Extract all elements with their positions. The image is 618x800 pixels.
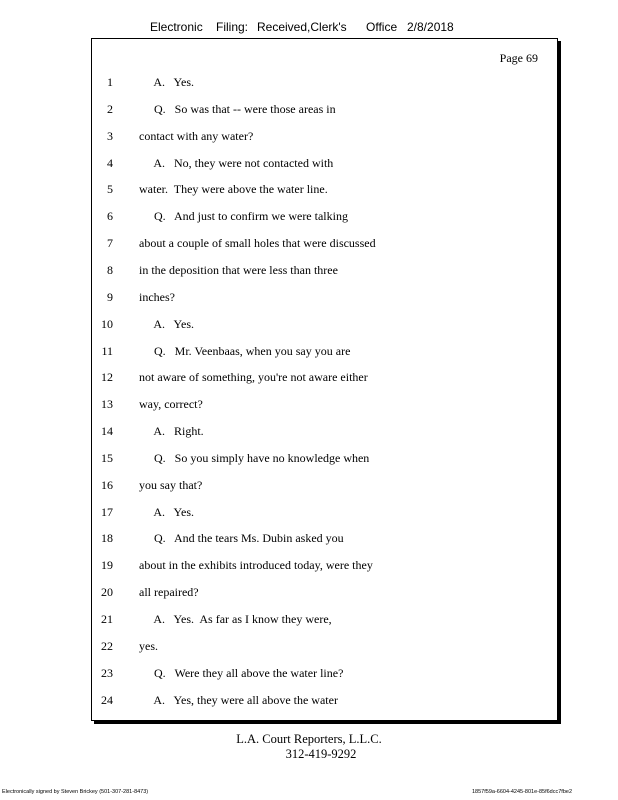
line-text: water. They were above the water line. — [139, 182, 328, 197]
transcript-line — [92, 102, 552, 118]
transcript-line — [92, 209, 552, 225]
line-text: inches? — [139, 289, 175, 304]
line-number: 18 — [101, 531, 113, 546]
line-text: A. No, they were not contacted with — [139, 155, 334, 170]
transcript-line — [92, 531, 552, 547]
line-text: A. Yes. — [139, 504, 195, 519]
transcript-page — [91, 38, 558, 721]
transcript-line — [92, 317, 552, 333]
line-text: about in the exhibits introduced today, were they — [139, 558, 373, 573]
footer-company: L.A. Court Reporters, L.L.C. — [236, 732, 382, 746]
line-text: Q. So you simply have no knowledge when — [139, 450, 370, 465]
transcript-line — [92, 612, 552, 628]
line-number: 5 — [107, 182, 113, 197]
transcript-line — [92, 666, 552, 682]
line-number: 16 — [101, 477, 113, 492]
transcript-line — [92, 129, 552, 145]
line-number: 4 — [107, 155, 113, 170]
signature-left: Electronically signed by Steven Brickey (501-307-281-8473) — [2, 789, 149, 795]
transcript-line — [92, 478, 552, 494]
transcript-line — [92, 263, 552, 279]
line-number: 3 — [107, 128, 113, 143]
line-text: you say that? — [139, 477, 203, 492]
line-number: 24 — [101, 692, 113, 707]
signature-right: 1857f59a-6604-4245-801e-85f6dcc7fbe2 — [472, 789, 572, 795]
header-electronic: Electronic — [150, 20, 203, 34]
line-number: 13 — [101, 397, 113, 412]
line-text: way, correct? — [139, 397, 203, 412]
line-number: 6 — [107, 209, 113, 224]
line-text: A. Yes, they were all above the water — [139, 692, 338, 707]
header-received: Received,Clerk's — [257, 20, 347, 34]
footer-phone: 312-419-9292 — [285, 747, 357, 761]
transcript-line — [92, 558, 552, 574]
line-number: 23 — [101, 665, 113, 680]
line-text: Q. And the tears Ms. Dubin asked you — [139, 531, 344, 546]
line-text: contact with any water? — [139, 128, 254, 143]
line-number: 21 — [101, 612, 113, 626]
line-number: 19 — [101, 558, 113, 573]
line-text: not aware of something, you're not aware either — [139, 370, 368, 385]
line-number: 11 — [101, 343, 113, 358]
transcript-line — [92, 693, 552, 709]
line-number: 22 — [101, 638, 113, 653]
transcript-line — [92, 639, 552, 655]
page-number: Page 69 — [499, 51, 538, 65]
line-number: 12 — [101, 370, 113, 385]
transcript-line — [92, 236, 552, 252]
line-text: A. Yes. — [139, 316, 195, 331]
transcript-line — [92, 290, 552, 306]
transcript-line — [92, 397, 552, 413]
transcript-line — [92, 370, 552, 386]
transcript-line — [92, 182, 552, 198]
header-date: 2/8/2018 — [407, 20, 454, 34]
transcript-line — [92, 585, 552, 601]
line-text: Q. Were they all above the water line? — [139, 665, 344, 680]
line-number: 20 — [101, 585, 113, 600]
line-number: 14 — [101, 424, 113, 439]
header-filing: Filing: — [216, 20, 249, 34]
line-number: 2 — [107, 101, 113, 116]
transcript-line — [92, 75, 552, 91]
line-number: 1 — [107, 75, 113, 89]
header-office: Office — [366, 20, 398, 34]
line-number: 10 — [101, 316, 113, 331]
transcript-line — [92, 344, 552, 360]
line-text: Q. And just to confirm we were talking — [139, 209, 348, 224]
line-text: about a couple of small holes that were discussed — [139, 236, 376, 251]
line-number: 7 — [107, 236, 113, 251]
transcript-line — [92, 505, 552, 521]
line-text: Q. Mr. Veenbaas, when you say you are — [139, 343, 351, 358]
line-number: 8 — [107, 262, 113, 277]
transcript-line — [92, 156, 552, 172]
line-text: A. Right. — [139, 424, 204, 439]
filing-header — [0, 20, 618, 36]
line-number: 17 — [101, 504, 113, 519]
line-text: all repaired? — [139, 585, 199, 600]
transcript-line — [92, 424, 552, 440]
line-text: A. Yes. — [139, 75, 195, 89]
line-text: in the deposition that were less than three — [139, 262, 338, 277]
line-number: 9 — [107, 289, 113, 304]
line-text: yes. — [139, 638, 158, 653]
line-number: 15 — [101, 450, 113, 465]
transcript-line — [92, 451, 552, 467]
line-text: A. Yes. As far as I know they were, — [139, 612, 332, 626]
line-text: Q. So was that -- were those areas in — [139, 101, 336, 116]
